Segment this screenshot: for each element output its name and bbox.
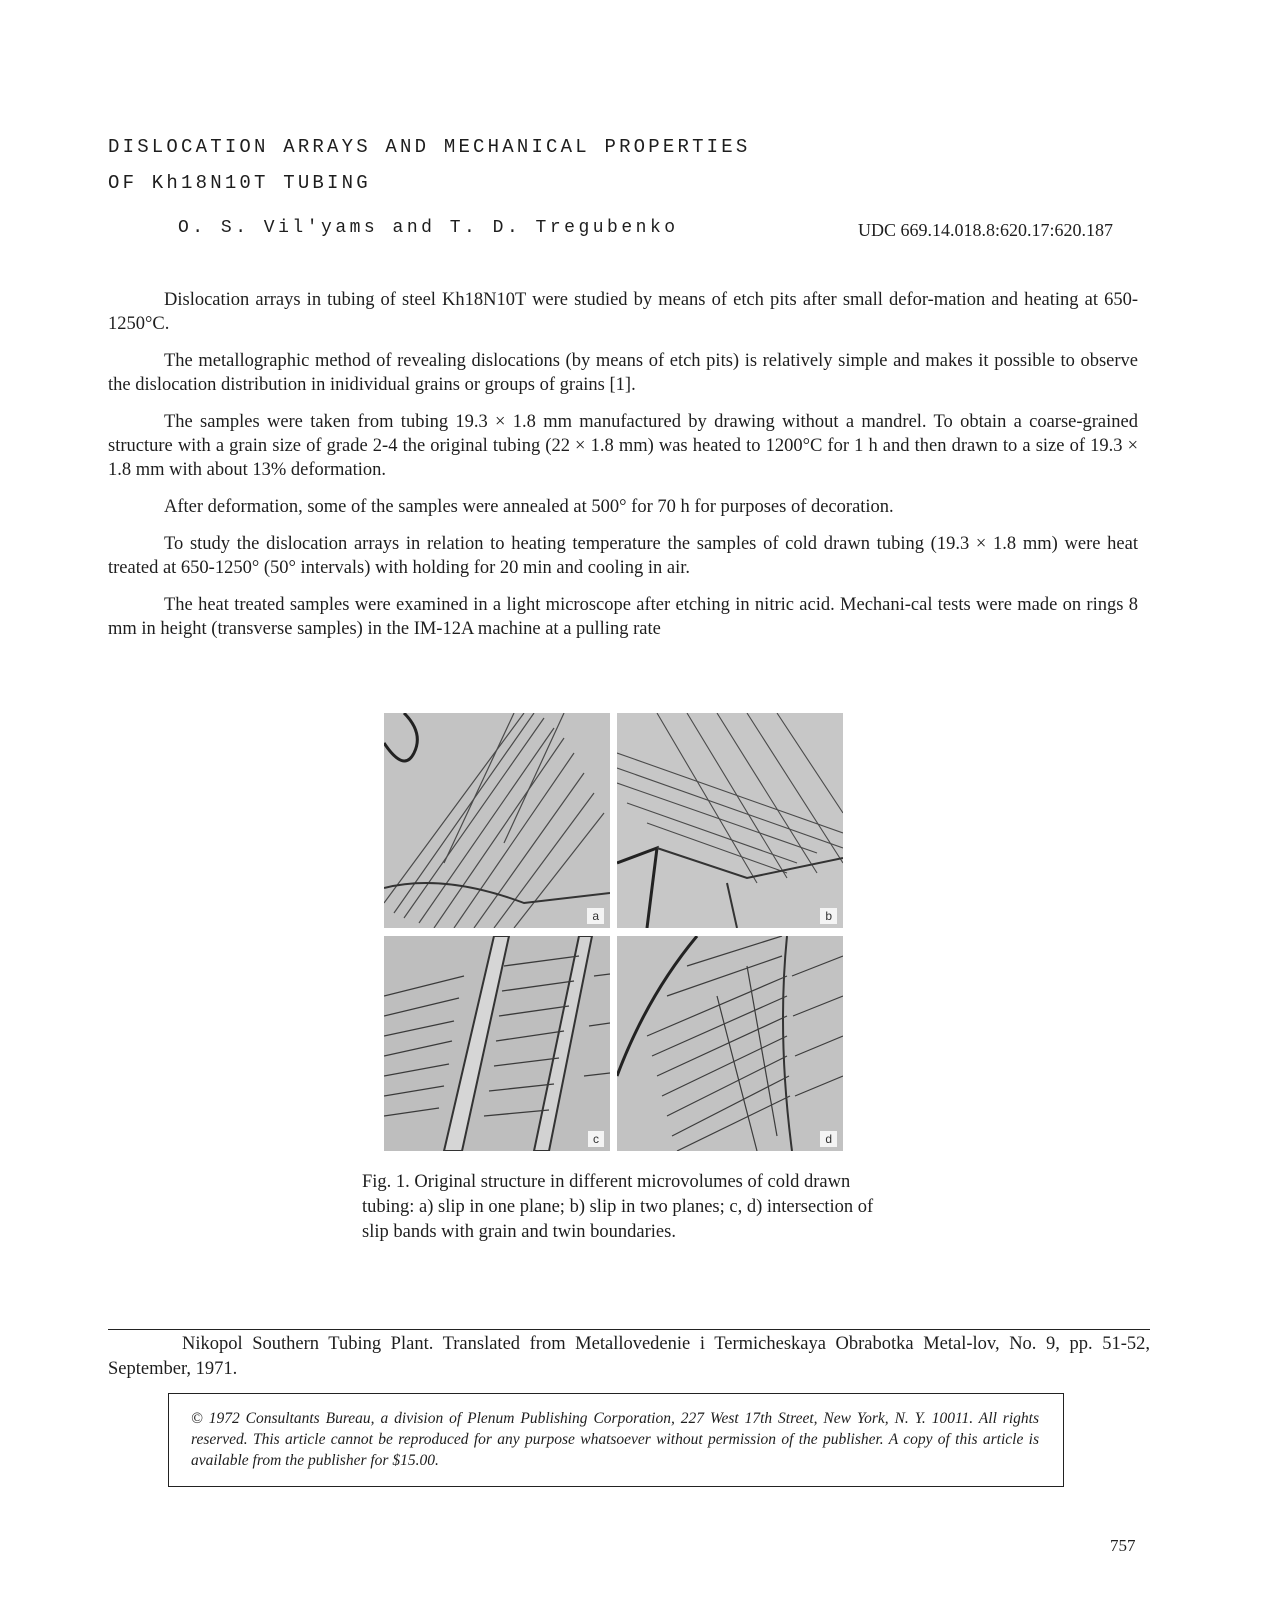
micrograph-c-image (384, 936, 610, 1151)
footnote-divider (108, 1329, 1150, 1330)
micrograph-b-image (617, 713, 843, 928)
micrograph-a-image (384, 713, 610, 928)
micrograph-panel-b (617, 713, 843, 928)
page-number: 757 (1110, 1536, 1136, 1555)
paragraph: The samples were taken from tubing 19.3 × 1.8 mm manufactured by drawing without a mandrel. To obtain a coarse-grained structure with a grain size of grade 2-4 the original tubing (22 × 1.8 mm) was heated to 1200°C for 1 h and then drawn to a size of 19.3 × 1.8 mm with about 13% deformation. (108, 412, 1138, 480)
article-title-line-1: DISLOCATION ARRAYS AND MECHANICAL PROPERTIES (108, 136, 751, 158)
copyright-notice: © 1972 Consultants Bureau, a division of Plenum Publishing Corporation, 227 West 17th Street, New York, N. Y. 10011. All rights reserved. This article cannot be reproduced for any purpose whatsoever without permission of the publisher. A copy of this article is available from the publisher for $15.00. (168, 1393, 1064, 1487)
figure-caption: Fig. 1. Original structure in different microvolumes of cold drawn tubing: a) slip in one plane; b) slip in two planes; c, d) intersection of slip bands with grain and twin boundaries. (362, 1172, 874, 1242)
micrograph-panel-a (384, 713, 610, 928)
paragraph: The heat treated samples were examined in a light microscope after etching in nitric acid. Mechani-cal tests were made on rings 8 mm in height (transverse samples) in the IM-12A machine at a pulling rate (108, 595, 1138, 639)
footnote (108, 1332, 1150, 1382)
article-title-line-2: OF Kh18N10T TUBING (108, 172, 371, 194)
paragraph: To study the dislocation arrays in relation to heating temperature the samples of cold drawn tubing (19.3 × 1.8 mm) were heat treated at 650-1250° (50° intervals) with holding for 20 min and cooling in air. (108, 534, 1138, 578)
panel-label-a: a (587, 908, 604, 924)
footnote-text: Nikopol Southern Tubing Plant. Translated from Metallovedenie i Termicheskaya Obrabotka Metal-lov, No. 9, pp. 51-52, September, 1971. (108, 1334, 1150, 1379)
panel-label-c: c (588, 1131, 604, 1147)
paragraph: After deformation, some of the samples were annealed at 500° for 70 h for purposes of decoration. (164, 497, 894, 517)
micrograph-panel-d (617, 936, 843, 1151)
article-body (108, 288, 1138, 654)
panel-label-d: d (820, 1131, 837, 1147)
panel-label-b: b (820, 908, 837, 924)
authors: O. S. Vil'yams and T. D. Tregubenko (178, 218, 679, 238)
micrograph-panel-c (384, 936, 610, 1151)
paragraph: The metallographic method of revealing dislocations (by means of etch pits) is relatively simple and makes it possible to observe the dislocation distribution in inidividual grains or groups of grains [1]. (108, 351, 1138, 395)
figure-1-micrographs (384, 713, 852, 1154)
udc-code: UDC 669.14.018.8:620.17:620.187 (857, 220, 1113, 240)
paragraph: Dislocation arrays in tubing of steel Kh18N10T were studied by means of etch pits after small defor-mation and heating at 650-1250°C. (108, 290, 1138, 334)
micrograph-d-image (617, 936, 843, 1151)
